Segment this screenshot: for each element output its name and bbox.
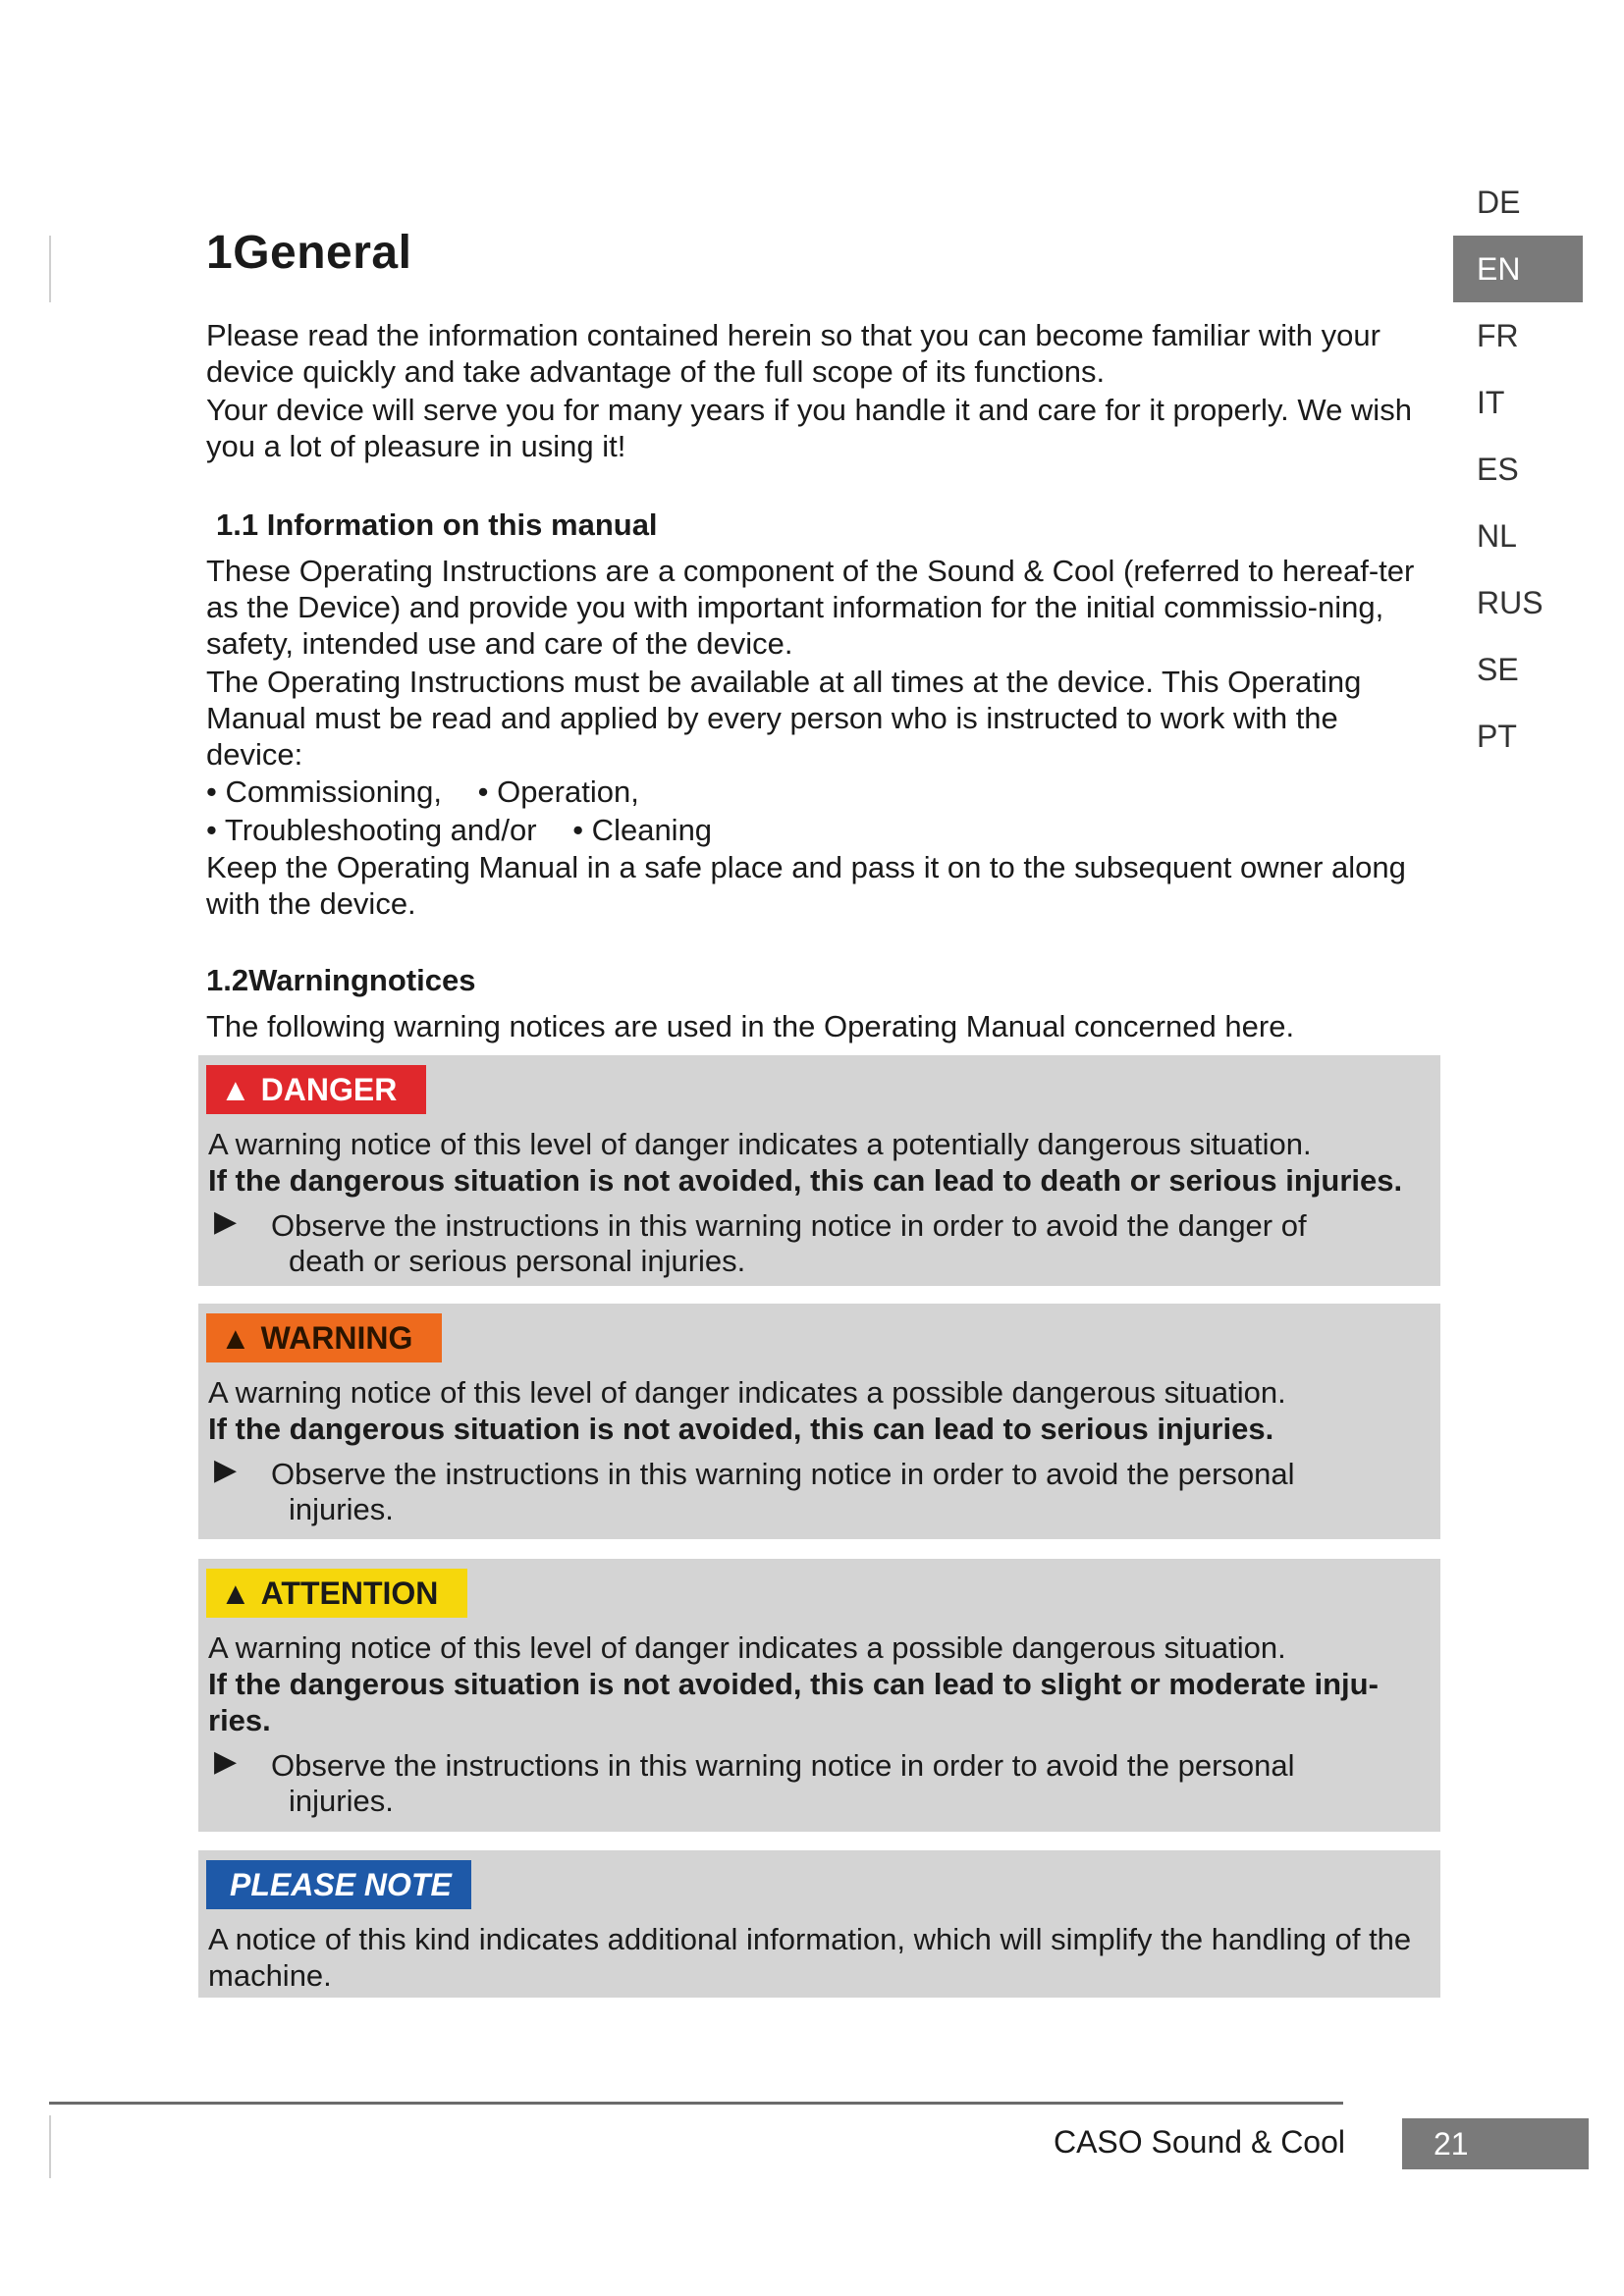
language-sidebar bbox=[1453, 169, 1583, 770]
instruction-text: Observe the instructions in this warning notice in order to avoid the personal injuries. bbox=[271, 1748, 1295, 1818]
arrow-right-icon: ▶ bbox=[214, 1745, 238, 1778]
lang-tab-de[interactable]: DE bbox=[1477, 185, 1521, 220]
section-paragraph: The Operating Instructions must be available at all times at the device. This Operating Manual must be read and applied by every person who is instructed to work with the device: bbox=[206, 665, 1362, 772]
section-heading-1-1: 1.1 Information on this manual bbox=[216, 507, 658, 542]
notice-strong-text: If the dangerous situation is not avoided, this can lead to death or serious injuries. bbox=[208, 1163, 1403, 1198]
warning-label: WARNING bbox=[260, 1320, 413, 1356]
danger-badge bbox=[206, 1065, 426, 1114]
lang-tab-se[interactable]: SE bbox=[1477, 652, 1519, 687]
attention-label: ATTENTION bbox=[260, 1575, 439, 1611]
lang-tab-fr[interactable]: FR bbox=[1477, 318, 1519, 353]
please-note-label: PLEASE NOTE bbox=[230, 1867, 452, 1902]
lang-tab-en[interactable]: EN bbox=[1453, 236, 1583, 302]
notice-text: A warning notice of this level of danger indicates a possible dangerous situation. bbox=[208, 1630, 1286, 1665]
intro-paragraph: Your device will serve you for many years if you handle it and care for it properly. We wish you a lot of pleasure in using it! bbox=[206, 393, 1412, 463]
notice-body bbox=[198, 1362, 1440, 1447]
lang-tab-rus[interactable]: RUS bbox=[1477, 585, 1543, 620]
warning-triangle-icon: ▲ bbox=[220, 1575, 251, 1611]
crop-mark-bottom bbox=[49, 2115, 51, 2178]
section-paragraph: Keep the Operating Manual in a safe place and pass it on to the subsequent owner along with the device. bbox=[206, 850, 1406, 921]
bullet-row bbox=[206, 811, 1434, 849]
attention-notice bbox=[198, 1559, 1440, 1832]
lang-tab-pt[interactable]: PT bbox=[1477, 719, 1517, 754]
bullet-row bbox=[206, 773, 1434, 811]
list-item: • Operation, bbox=[477, 774, 639, 809]
notice-instruction bbox=[198, 1447, 1440, 1527]
notice-text: A notice of this kind indicates additional information, which will simplify the handling of the machine. bbox=[208, 1922, 1412, 1993]
arrow-right-icon: ▶ bbox=[214, 1205, 238, 1238]
intro bbox=[206, 317, 1434, 464]
danger-label: DANGER bbox=[260, 1072, 398, 1107]
please-note-notice bbox=[198, 1850, 1440, 1998]
footer-product-name: CASO Sound & Cool bbox=[1053, 2124, 1345, 2160]
warning-triangle-icon: ▲ bbox=[220, 1072, 251, 1107]
instruction-text: Observe the instructions in this warning notice in order to avoid the danger of death or serious personal injuries. bbox=[271, 1208, 1307, 1278]
intro-paragraph: Please read the information contained herein so that you can become familiar with your device quickly and take advantage of the full scope of its functions. bbox=[206, 318, 1380, 389]
notice-instruction bbox=[198, 1199, 1440, 1279]
notice-strong-text: If the dangerous situation is not avoided, this can lead to slight or moderate inju-ries. bbox=[208, 1667, 1379, 1737]
notice-body bbox=[198, 1909, 1440, 1994]
page-number: 21 bbox=[1402, 2118, 1589, 2169]
crop-mark-top bbox=[49, 236, 51, 302]
danger-notice bbox=[198, 1055, 1440, 1286]
warning-badge bbox=[206, 1313, 442, 1362]
list-item: • Troubleshooting and/or bbox=[206, 813, 537, 847]
attention-badge bbox=[206, 1569, 467, 1618]
section-1-1-body bbox=[206, 553, 1434, 922]
main-content bbox=[206, 226, 1434, 1044]
list-item: • Cleaning bbox=[572, 813, 713, 847]
notice-body bbox=[198, 1618, 1440, 1738]
lang-tab-nl[interactable]: NL bbox=[1477, 518, 1517, 554]
instruction-text: Observe the instructions in this warning notice in order to avoid the personal injuries. bbox=[271, 1457, 1295, 1526]
lang-tab-it[interactable]: IT bbox=[1477, 385, 1505, 420]
notice-text: A warning notice of this level of danger indicates a potentially dangerous situation. bbox=[208, 1127, 1312, 1161]
arrow-right-icon: ▶ bbox=[214, 1454, 238, 1486]
page-title: 1General bbox=[206, 227, 412, 279]
notice-body bbox=[198, 1114, 1440, 1199]
notice-strong-text: If the dangerous situation is not avoided, this can lead to serious injuries. bbox=[208, 1412, 1274, 1446]
lang-tab-es[interactable]: ES bbox=[1477, 452, 1519, 487]
notice-instruction bbox=[198, 1738, 1440, 1819]
notice-text: A warning notice of this level of danger indicates a possible dangerous situation. bbox=[208, 1375, 1286, 1410]
list-item: • Commissioning, bbox=[206, 774, 442, 809]
warning-triangle-icon: ▲ bbox=[220, 1320, 251, 1356]
footer-divider bbox=[49, 2102, 1343, 2105]
section-paragraph: The following warning notices are used in the Operating Manual concerned here. bbox=[206, 1009, 1295, 1043]
section-paragraph: These Operating Instructions are a component of the Sound & Cool (referred to hereaf-ter as the Device) and provide you with important information for the initial commissio-ning, safety, intended use and care of the device. bbox=[206, 554, 1415, 661]
please-note-badge bbox=[206, 1860, 471, 1909]
bullet-list bbox=[206, 773, 1434, 849]
section-heading-1-2: 1.2Warningnotices bbox=[206, 963, 476, 997]
warning-notice bbox=[198, 1304, 1440, 1539]
